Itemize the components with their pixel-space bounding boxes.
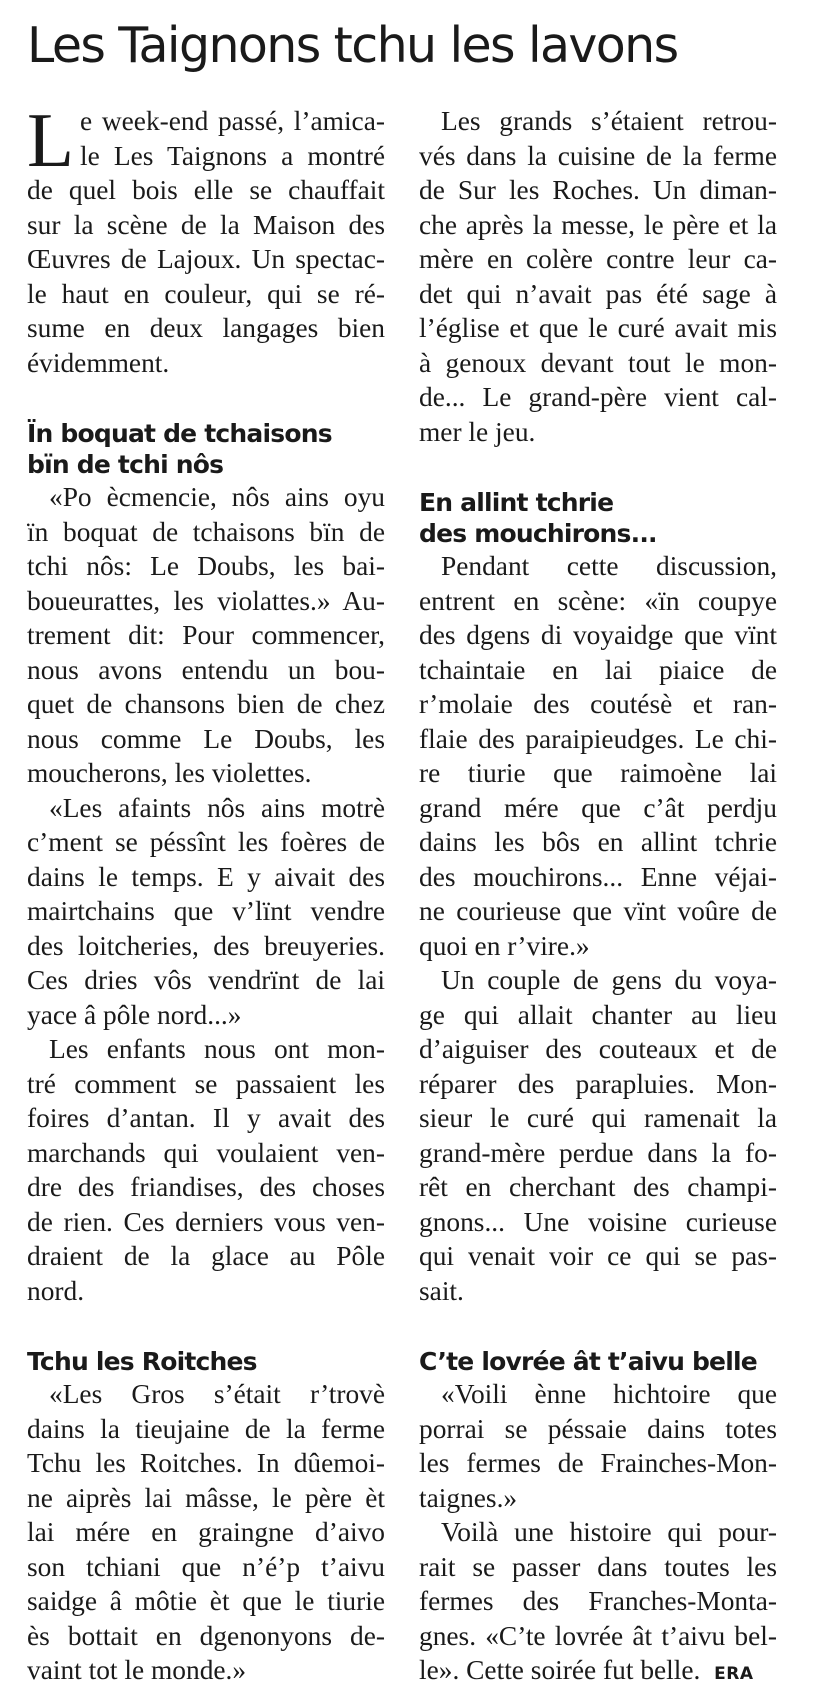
text-line: taignes.» xyxy=(419,1482,518,1513)
drop-cap: L xyxy=(27,97,75,183)
text-line: rêt en cherchant des champi- xyxy=(419,1172,777,1202)
text-line: de... Le grand-père vient cal- xyxy=(419,382,777,412)
text-line: à genoux devant tout le mon- xyxy=(419,347,777,378)
text-line: de rien. Ces derniers vous ven- xyxy=(27,1206,385,1237)
text-line: quet de chansons bien de chez xyxy=(27,689,385,719)
section-heading: C’te lovrée ât t’aivu belle xyxy=(419,1347,757,1376)
text-line: gnons... Une voisine curieuse xyxy=(419,1206,777,1237)
text-line: dains les bôs en allint tchrie xyxy=(419,827,777,857)
text-line: les fermes de Frainches-Mon- xyxy=(419,1448,777,1478)
text-line: nous avons entendu un bou- xyxy=(27,654,385,685)
text-line: foires d’antan. Il y avait des xyxy=(27,1103,385,1133)
text-line: gnes. «C’te lovrée ât t’aivu bel- xyxy=(419,1620,777,1651)
text-line: ès bottait en dgenonyons de- xyxy=(27,1620,385,1651)
text-line: Œuvres de Lajoux. Un spectac- xyxy=(27,244,385,274)
text-line: draient de la glace au Pôle xyxy=(27,1241,385,1271)
paragraph xyxy=(27,791,385,1033)
section-heading: bïn de tchi nôs xyxy=(27,450,224,479)
text-line: re tiurie que raimoène lai xyxy=(419,758,777,788)
text-line: Les enfants nous ont mon- xyxy=(49,1034,385,1064)
text-line xyxy=(419,1653,777,1688)
text-line: nord. xyxy=(27,1275,85,1306)
intro-paragraph xyxy=(27,97,385,380)
text-line: sume en deux langages bien xyxy=(27,313,385,343)
text-line: saidge â môtie èt que le tiurie xyxy=(27,1586,385,1616)
text-line: Voilà une histoire qui pour- xyxy=(441,1517,777,1547)
paragraph xyxy=(419,104,777,449)
text-line: vés dans la cuisine de la ferme xyxy=(419,140,777,171)
text-line: quoi en r’vire.» xyxy=(419,930,590,961)
text-line: ne aiprès lai mâsse, le père èt xyxy=(27,1482,385,1513)
text-line: Les grands s’étaient retrou- xyxy=(441,106,777,136)
text-line: r’molaie des coutésè et ran- xyxy=(419,689,777,719)
text-line: det qui n’avait pas été sage à xyxy=(419,278,777,309)
text-line: e week-end passé, l’amica- xyxy=(80,106,385,136)
text-line: lai mére en graingne d’aivo xyxy=(27,1517,385,1547)
text-line: «Po ècmencie, nôs ains oyu xyxy=(49,482,385,512)
text-line: entrent en scène: «ïn coupye xyxy=(419,585,777,616)
text-line: son tchiani que n’é’p t’aivu xyxy=(27,1551,385,1582)
author-signature: ERA xyxy=(714,1664,754,1684)
section-heading: Ïn boquat de tchaisons xyxy=(27,419,332,448)
text-line: tchi nôs: Le Doubs, les bai- xyxy=(27,551,385,581)
paragraph xyxy=(27,1377,385,1688)
text-line: grand-mère perdue dans la fo- xyxy=(419,1137,777,1168)
text-line: vaint tot le monde.» xyxy=(27,1655,247,1685)
text-line: dains le temps. E y aivait des xyxy=(27,861,385,892)
text-line: Un couple de gens du voya- xyxy=(441,965,777,995)
closing-text: le». Cette soirée fut belle. xyxy=(419,1655,701,1685)
text-line: Tchu les Roitches. In dûemoi- xyxy=(27,1448,385,1478)
text-line: sieur le curé qui ramenait la xyxy=(419,1103,777,1133)
text-line: ne courieuse que vïnt voûre de xyxy=(419,896,777,926)
text-line: tchaintaie en lai piaice de xyxy=(419,654,777,685)
text-line: trement dit: Pour commencer, xyxy=(27,620,385,650)
text-line: flaie des paraipieudges. Le chi- xyxy=(419,723,777,754)
text-line: sait. xyxy=(419,1275,464,1306)
text-line: évidemment. xyxy=(27,347,170,378)
text-line: des dgens di voyaidge que vïnt xyxy=(419,620,777,650)
text-line: dre des friandises, des choses xyxy=(27,1172,385,1202)
text-line: c’ment se péssînt les foères de xyxy=(27,827,385,857)
text-line: le Les Taignons a montré xyxy=(80,140,385,171)
text-line: d’aiguiser des couteaux et de xyxy=(419,1034,777,1064)
text-line: réparer des parapluies. Mon- xyxy=(419,1068,777,1099)
paragraph xyxy=(419,1377,777,1515)
text-line: mer le jeu. xyxy=(419,416,536,447)
text-line: mère en colère contre leur ca- xyxy=(419,244,777,274)
paragraph xyxy=(419,1515,777,1688)
text-line: rait se passer dans toutes les xyxy=(419,1551,777,1582)
text-line: «Les afaints nôs ains motrè xyxy=(49,792,385,823)
text-line: «Voili ènne hichtoire que xyxy=(441,1379,777,1409)
paragraph xyxy=(419,549,777,963)
text-line: de Sur les Roches. Un diman- xyxy=(419,175,777,205)
text-line: ïn boquat de tchaisons bïn de xyxy=(27,516,385,547)
left-column xyxy=(27,97,385,1688)
text-line: tré comment se passaient les xyxy=(27,1068,385,1099)
text-line: sur la scène de la Maison des xyxy=(27,209,385,240)
text-line: l’église et que le curé avait mis xyxy=(419,313,777,343)
text-line: porrai se péssaie dains totes xyxy=(419,1413,777,1444)
text-line: nous comme Le Doubs, les xyxy=(27,723,385,754)
text-line: boueurattes, les violattes.» Au- xyxy=(27,585,385,616)
text-line: marchands qui voulaient ven- xyxy=(27,1137,385,1168)
text-line: des mouchirons... Enne véjai- xyxy=(419,861,777,892)
text-line: grand mére que c’ât perdju xyxy=(419,792,777,823)
text-line: Pendant cette discussion, xyxy=(441,551,777,581)
text-line: fermes des Franches-Monta- xyxy=(419,1586,777,1616)
right-column xyxy=(419,104,777,1688)
text-line: Ces dries vôs vendrïnt de lai xyxy=(27,965,385,995)
text-line: de quel bois elle se chauffait xyxy=(27,175,385,205)
text-line: dains la tieujaine de la ferme xyxy=(27,1413,385,1444)
paragraph xyxy=(27,1032,385,1308)
text-line: qui venait voir ce qui se pas- xyxy=(419,1241,777,1271)
section-heading: Tchu les Roitches xyxy=(27,1347,257,1376)
text-line: le haut en couleur, qui se ré- xyxy=(27,278,385,309)
text-line: yace â pôle nord...» xyxy=(27,999,242,1030)
paragraph xyxy=(27,480,385,791)
text-line: mairtchains que v’lïnt vendre xyxy=(27,896,385,926)
text-line: moucherons, les violettes. xyxy=(27,758,312,788)
section-heading: En allint tchrie xyxy=(419,488,614,517)
section-heading: des mouchirons... xyxy=(419,519,657,548)
paragraph xyxy=(419,963,777,1308)
text-line: che après la messe, le père et la xyxy=(419,209,777,240)
text-line: ge qui allait chanter au lieu xyxy=(419,999,777,1030)
text-line: «Les Gros s’était r’trovè xyxy=(49,1379,385,1409)
article-title: Les Taignons tchu les lavons xyxy=(27,17,678,74)
text-line: des loitcheries, des breuyeries. xyxy=(27,930,385,961)
